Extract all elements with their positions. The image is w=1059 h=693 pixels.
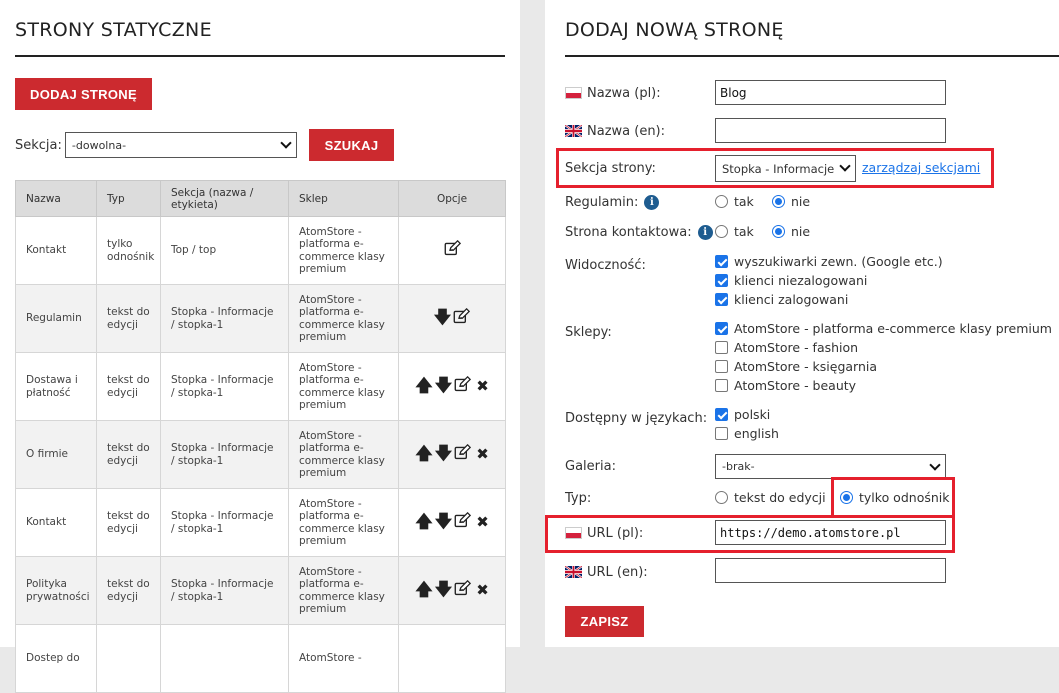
cell-name: Regulamin xyxy=(16,285,97,353)
visibility-option-text: wyszukiwarki zewn. (Google etc.) xyxy=(734,254,943,269)
arrow-down-icon[interactable]: 🡇 xyxy=(434,444,453,464)
table-row xyxy=(16,353,506,421)
cell-name: Kontakt xyxy=(16,489,97,557)
cell-section xyxy=(161,625,289,693)
gallery-select[interactable] xyxy=(715,454,946,479)
contact-yes-option[interactable] xyxy=(715,224,754,239)
search-button[interactable]: SZUKAJ xyxy=(309,129,394,161)
arrow-down-icon[interactable]: 🡇 xyxy=(434,580,453,600)
type-option-editable[interactable] xyxy=(715,490,826,505)
cell-type: tylko odnośnik xyxy=(97,217,161,285)
arrow-down-icon[interactable]: 🡇 xyxy=(434,376,453,396)
arrow-up-icon[interactable]: 🡅 xyxy=(415,376,433,396)
shop-option-text: AtomStore - beauty xyxy=(734,378,857,393)
contact-no-option[interactable] xyxy=(772,224,810,239)
cell-options xyxy=(399,625,506,693)
name-pl-label xyxy=(565,85,661,101)
manage-sections-link[interactable]: zarządzaj sekcjami xyxy=(862,160,981,175)
section-select-value: Stopka - Informacje xyxy=(722,161,835,176)
contact-page-label xyxy=(565,224,713,240)
table-header-row xyxy=(16,181,506,217)
cell-type: tekst do edycji xyxy=(97,421,161,489)
cell-shop: AtomStore - platforma e-commerce klasy premium xyxy=(289,489,399,557)
shop-option[interactable] xyxy=(715,359,877,374)
terms-label xyxy=(565,194,659,210)
terms-yes-option[interactable] xyxy=(715,194,754,209)
cell-type: tekst do edycji xyxy=(97,285,161,353)
url-pl-label xyxy=(565,525,643,541)
name-en-input[interactable] xyxy=(715,118,946,143)
column-header-shop[interactable]: Sklep xyxy=(289,181,399,217)
edit-icon[interactable] xyxy=(453,308,470,329)
arrow-up-icon[interactable]: 🡅 xyxy=(415,512,433,532)
table-body xyxy=(16,217,506,693)
language-option[interactable] xyxy=(715,426,779,441)
shop-option-text: AtomStore - platforma e-commerce klasy premium xyxy=(734,321,1052,336)
column-header-section[interactable]: Sekcja (nazwa / etykieta) xyxy=(161,181,289,217)
gallery-select-value: -brak- xyxy=(722,460,755,473)
language-option-text: english xyxy=(734,426,779,441)
cell-options xyxy=(399,421,506,489)
shop-option[interactable] xyxy=(715,340,858,355)
visibility-option[interactable] xyxy=(715,292,848,307)
cell-shop: AtomStore - platforma e-commerce klasy premium xyxy=(289,285,399,353)
language-checkbox[interactable] xyxy=(715,427,728,440)
terms-no-radio[interactable] xyxy=(772,195,785,208)
arrow-down-icon[interactable]: 🡇 xyxy=(433,308,452,328)
terms-no-option[interactable] xyxy=(772,194,810,209)
cell-name: O firmie xyxy=(16,421,97,489)
delete-icon[interactable]: ✖ xyxy=(476,581,489,600)
visibility-checkbox[interactable] xyxy=(715,274,728,287)
contact-page-label-text: Strona kontaktowa: xyxy=(565,224,692,240)
shop-option-text: AtomStore - fashion xyxy=(734,340,859,355)
terms-no-text: nie xyxy=(791,194,811,209)
shop-option[interactable] xyxy=(715,321,1052,336)
arrow-up-icon[interactable]: 🡅 xyxy=(415,580,433,600)
poland-flag-icon xyxy=(565,527,582,539)
cell-options xyxy=(399,557,506,625)
chevron-down-icon xyxy=(839,160,850,171)
terms-yes-radio[interactable] xyxy=(715,195,728,208)
type-option-link[interactable] xyxy=(840,490,950,505)
type-label: Typ: xyxy=(565,490,592,506)
contact-no-radio[interactable] xyxy=(772,225,785,238)
cell-options xyxy=(399,353,506,421)
contact-no-text: nie xyxy=(791,224,811,239)
visibility-label: Widoczność: xyxy=(565,257,646,273)
cell-section: Top / top xyxy=(161,217,289,285)
contact-yes-radio[interactable] xyxy=(715,225,728,238)
name-pl-label-text: Nazwa (pl): xyxy=(587,85,661,101)
url-pl-input[interactable]: https://demo.atomstore.pl xyxy=(715,520,946,545)
add-page-button[interactable]: DODAJ STRONĘ xyxy=(15,78,152,110)
table-row xyxy=(16,285,506,353)
contact-yes-text: tak xyxy=(734,224,754,239)
type-link-radio[interactable] xyxy=(840,491,853,504)
cell-type: tekst do edycji xyxy=(97,353,161,421)
edit-icon[interactable] xyxy=(454,512,471,533)
shop-checkbox[interactable] xyxy=(715,341,728,354)
section-select[interactable] xyxy=(715,155,856,182)
shop-checkbox[interactable] xyxy=(715,360,728,373)
name-en-label-text: Nazwa (en): xyxy=(587,123,666,139)
table-row xyxy=(16,421,506,489)
edit-icon[interactable] xyxy=(454,376,471,397)
info-icon[interactable]: i xyxy=(698,225,713,240)
name-pl-input[interactable]: Blog xyxy=(715,80,946,105)
url-en-label xyxy=(565,564,648,580)
cell-options xyxy=(399,217,506,285)
edit-icon[interactable] xyxy=(454,444,471,465)
save-button[interactable]: ZAPISZ xyxy=(565,606,644,637)
gallery-label: Galeria: xyxy=(565,458,616,474)
shop-option-text: AtomStore - księgarnia xyxy=(734,359,878,374)
pages-table xyxy=(15,180,506,693)
cell-name: Dostep do xyxy=(16,625,97,693)
uk-flag-icon xyxy=(565,566,582,578)
section-filter-value: -dowolna- xyxy=(71,138,127,152)
table-row xyxy=(16,217,506,285)
chevron-down-icon xyxy=(280,137,291,148)
static-pages-title: STRONY STATYCZNE xyxy=(15,0,505,57)
cell-shop: AtomStore - platforma e-commerce klasy premium xyxy=(289,557,399,625)
uk-flag-icon xyxy=(565,125,582,137)
shops-label: Sklepy: xyxy=(565,324,612,340)
shop-option[interactable] xyxy=(715,378,856,393)
poland-flag-icon xyxy=(565,87,582,99)
cell-shop: AtomStore - platforma e-commerce klasy premium xyxy=(289,421,399,489)
url-en-input[interactable] xyxy=(715,558,946,583)
cell-section: Stopka - Informacje / stopka-1 xyxy=(161,489,289,557)
cell-shop: AtomStore - xyxy=(289,625,399,693)
cell-options xyxy=(399,285,506,353)
arrow-down-icon[interactable]: 🡇 xyxy=(434,512,453,532)
table-row xyxy=(16,489,506,557)
url-pl-label-text: URL (pl): xyxy=(587,525,644,541)
terms-label-text: Regulamin: xyxy=(565,194,639,210)
delete-icon[interactable]: ✖ xyxy=(476,513,489,532)
cell-type: tekst do edycji xyxy=(97,557,161,625)
cell-type xyxy=(97,625,161,693)
language-option-text: polski xyxy=(734,407,771,422)
terms-yes-text: tak xyxy=(734,194,754,209)
language-option[interactable] xyxy=(715,407,770,422)
type-editable-radio[interactable] xyxy=(715,491,728,504)
column-header-type[interactable]: Typ xyxy=(97,181,161,217)
arrow-up-icon[interactable]: 🡅 xyxy=(415,444,433,464)
table-row xyxy=(16,625,506,693)
column-header-name[interactable]: Nazwa xyxy=(16,181,97,217)
cell-section: Stopka - Informacje / stopka-1 xyxy=(161,557,289,625)
visibility-option-text: klienci zalogowani xyxy=(734,292,849,307)
info-icon[interactable]: i xyxy=(644,195,659,210)
shop-checkbox[interactable] xyxy=(715,379,728,392)
shop-checkbox[interactable] xyxy=(715,322,728,335)
delete-icon[interactable]: ✖ xyxy=(476,377,489,396)
chevron-down-icon xyxy=(929,459,940,470)
section-filter xyxy=(15,129,297,161)
cell-options xyxy=(399,489,506,557)
section-label: Sekcja strony: xyxy=(565,160,656,176)
delete-icon[interactable]: ✖ xyxy=(476,445,489,464)
visibility-checkbox[interactable] xyxy=(715,293,728,306)
section-filter-label: Sekcja: xyxy=(15,137,62,153)
cell-shop: AtomStore - platforma e-commerce klasy premium xyxy=(289,217,399,285)
section-filter-select[interactable] xyxy=(65,132,297,158)
url-en-label-text: URL (en): xyxy=(587,564,648,580)
visibility-option-text: klienci niezalogowani xyxy=(734,273,868,288)
cell-name: Kontakt xyxy=(16,217,97,285)
visibility-checkbox[interactable] xyxy=(715,255,728,268)
add-page-title: DODAJ NOWĄ STRONĘ xyxy=(565,0,1059,57)
name-en-label xyxy=(565,123,665,139)
cell-section: Stopka - Informacje / stopka-1 xyxy=(161,421,289,489)
cell-name: Dostawa i płatność xyxy=(16,353,97,421)
edit-icon[interactable] xyxy=(444,240,461,261)
cell-section: Stopka - Informacje / stopka-1 xyxy=(161,353,289,421)
edit-icon[interactable] xyxy=(454,580,471,601)
visibility-option[interactable] xyxy=(715,254,943,269)
table-row xyxy=(16,557,506,625)
type-link-text: tylko odnośnik xyxy=(859,490,950,505)
cell-name: Polityka prywatności xyxy=(16,557,97,625)
column-header-options: Opcje xyxy=(399,181,506,217)
cell-shop: AtomStore - platforma e-commerce klasy premium xyxy=(289,353,399,421)
languages-label: Dostępny w językach: xyxy=(565,410,708,426)
cell-type: tekst do edycji xyxy=(97,489,161,557)
visibility-option[interactable] xyxy=(715,273,867,288)
type-editable-text: tekst do edycji xyxy=(734,490,826,505)
cell-section: Stopka - Informacje / stopka-1 xyxy=(161,285,289,353)
language-checkbox[interactable] xyxy=(715,408,728,421)
